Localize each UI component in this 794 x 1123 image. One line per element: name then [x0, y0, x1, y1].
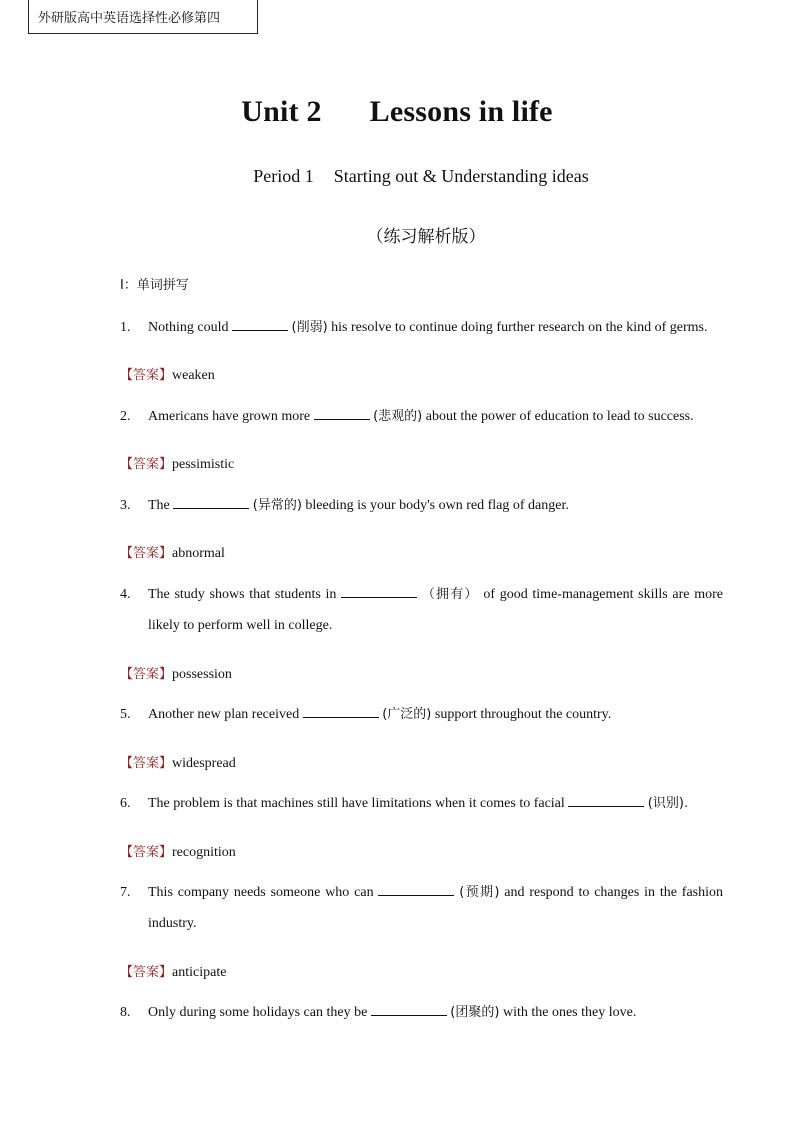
- answer-label: 【答案】: [120, 667, 173, 682]
- question-text-before: Americans have grown more: [148, 409, 311, 424]
- answer-label: 【答案】: [120, 965, 173, 980]
- question-text-before: The: [148, 498, 170, 513]
- question-text-after: about the power of education to lead to success.: [425, 409, 694, 424]
- answer-text: recognition: [172, 845, 236, 860]
- answer-text: weaken: [172, 368, 215, 383]
- question-number: 8.: [120, 1005, 131, 1020]
- answer-label: 【答案】: [120, 845, 173, 860]
- period-topic: Starting out & Understanding ideas: [333, 166, 589, 186]
- header-tag: 外研版高中英语选择性必修第四: [28, 0, 258, 34]
- question-item: [120, 699, 723, 730]
- unit-name: Lessons in life: [369, 95, 553, 128]
- period-label: Period 1: [253, 166, 314, 186]
- question-number: 2.: [120, 409, 131, 424]
- chinese-hint: (识别).: [647, 796, 689, 811]
- answer-blank[interactable]: [378, 881, 454, 896]
- question-number: 1.: [120, 320, 131, 335]
- answer-text: widespread: [172, 756, 236, 771]
- question-item: [120, 579, 723, 641]
- question-text-after: with the ones they love.: [502, 1005, 637, 1020]
- question-text-after: and respond to changes in the fashion industry.: [148, 885, 724, 931]
- answer-row: [120, 364, 215, 384]
- question-number: 3.: [120, 498, 131, 513]
- question-text-after: his resolve to continue doing further research on the kind of germs.: [331, 320, 708, 335]
- answer-blank[interactable]: [173, 494, 249, 509]
- answer-row: [120, 542, 225, 562]
- answer-blank[interactable]: [303, 703, 379, 718]
- question-text-before: Only during some holidays can they be: [148, 1005, 368, 1020]
- question-text-after: of good time-management skills are more likely to perform well in college.: [148, 587, 723, 633]
- question-number: 4.: [120, 587, 131, 602]
- question-item: [120, 401, 723, 432]
- answer-row: [120, 841, 236, 861]
- chinese-hint: (预期): [459, 885, 500, 900]
- question-text-before: The problem is that machines still have limitations when it comes to facial: [148, 796, 565, 811]
- chinese-hint: (异常的): [252, 498, 302, 513]
- question-text-before: Another new plan received: [148, 707, 300, 722]
- chinese-hint: (悲观的): [373, 409, 423, 424]
- answer-row: [120, 961, 226, 981]
- answer-label: 【答案】: [120, 546, 173, 561]
- chinese-hint: （拥有）: [421, 587, 479, 602]
- answer-text: abnormal: [172, 546, 225, 561]
- answer-blank[interactable]: [314, 405, 370, 420]
- question-text-before: This company needs someone who can: [148, 885, 374, 900]
- page-subtitle: [0, 166, 794, 187]
- answer-row: [120, 453, 234, 473]
- version-label: （练习解析版）: [366, 227, 486, 247]
- question-item: [120, 788, 723, 819]
- question-text-before: The study shows that students in: [148, 587, 337, 602]
- unit-label: Unit 2: [241, 95, 322, 128]
- answer-text: anticipate: [172, 965, 227, 980]
- question-number: 7.: [120, 885, 131, 900]
- answer-label: 【答案】: [120, 368, 173, 383]
- question-number: 6.: [120, 796, 131, 811]
- chinese-hint: (广泛的): [382, 707, 432, 722]
- chinese-hint: (团聚的): [450, 1005, 500, 1020]
- answer-label: 【答案】: [120, 756, 173, 771]
- answer-label: 【答案】: [120, 457, 173, 472]
- answer-row: [120, 752, 236, 772]
- question-item: [120, 877, 723, 939]
- answer-text: possession: [172, 667, 232, 682]
- question-number: 5.: [120, 707, 131, 722]
- section-heading: I：单词拼写: [120, 278, 189, 293]
- answer-row: [120, 663, 232, 683]
- answer-blank[interactable]: [341, 583, 417, 598]
- question-item: [120, 490, 723, 521]
- answer-blank[interactable]: [232, 316, 288, 331]
- answer-blank[interactable]: [371, 1001, 447, 1016]
- question-item: [120, 997, 723, 1028]
- question-text-after: support throughout the country.: [434, 707, 612, 722]
- question-text-after: bleeding is your body's own red flag of danger.: [305, 498, 569, 513]
- page-title: [0, 95, 794, 129]
- question-text-before: Nothing could: [148, 320, 229, 335]
- chinese-hint: (削弱): [291, 320, 328, 335]
- answer-text: pessimistic: [172, 457, 235, 472]
- answer-blank[interactable]: [568, 792, 644, 807]
- question-item: [120, 312, 723, 343]
